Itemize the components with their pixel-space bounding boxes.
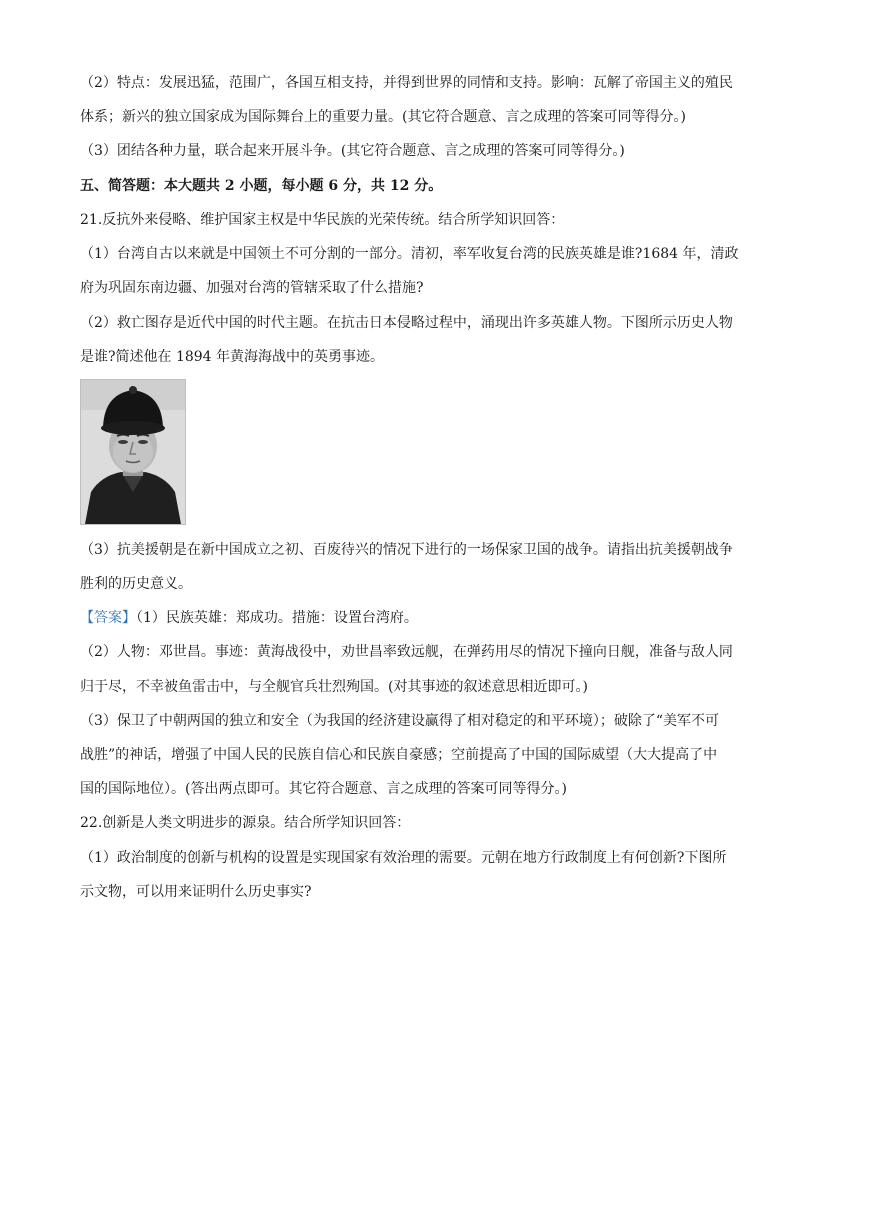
question-stem: 21.反抗外来侵略、维护国家主权是中华民族的光荣传统。结合所学知识回答： [80, 212, 565, 228]
historical-portrait-photo [80, 379, 186, 525]
text-line: 示文物，可以用来证明什么历史事实? [80, 884, 312, 900]
text-line: （2）人物：邓世昌。事迹：黄海战役中，劝世昌率致远舰，在弹药用尽的情况下撞向日舰，准备与敌人同 [80, 644, 733, 660]
text-line: 是谁?简述他在 1894 年黄海海战中的英勇事迹。 [80, 349, 385, 365]
question-stem: 22.创新是人类文明进步的源泉。结合所学知识回答： [80, 815, 411, 831]
text-line: （3）团结各种力量，联合起来开展斗争。(其它符合题意、言之成理的答案可同等得分。) [80, 143, 625, 159]
text-line: 归于尽，不幸被鱼雷击中，与全舰官兵壮烈殉国。(对其事迹的叙述意思相近即可。) [80, 679, 588, 695]
section-heading: 五、简答题：本大题共 2 小题，每小题 6 分，共 12 分。 [80, 178, 443, 194]
text-line: 胜利的历史意义。 [80, 576, 192, 592]
text-line: （1）台湾自古以来就是中国领土不可分割的一部分。清初，率军收复台湾的民族英雄是谁?1684 年，清政 [80, 246, 739, 262]
text-line: （2）特点：发展迅猛，范围广，各国互相支持，并得到世界的同情和支持。影响：瓦解了帝国主义的殖民 [80, 75, 733, 91]
answer-text: （1）民族英雄：郑成功。措施：设置台湾府。 [136, 610, 418, 626]
text-line: 战胜”的神话，增强了中国人民的民族自信心和民族自豪感；空前提高了中国的国际威望（大大提高了中 [80, 747, 718, 763]
text-line: 体系；新兴的独立国家成为国际舞台上的重要力量。(其它符合题意、言之成理的答案可同等得分。) [80, 109, 686, 125]
text-line: （1）政治制度的创新与机构的设置是实现国家有效治理的需要。元朝在地方行政制度上有何创新?下图所 [80, 850, 727, 866]
answer-tag: 【答案】 [80, 610, 136, 626]
text-line: 府为巩固东南边疆、加强对台湾的管辖采取了什么措施? [80, 280, 424, 296]
text-line: （3）保卫了中朝两国的独立和安全（为我国的经济建设赢得了相对稳定的和平环境）；破除了“美军不可 [80, 713, 720, 729]
text-line: （3）抗美援朝是在新中国成立之初、百废待兴的情况下进行的一场保家卫国的战争。请指出抗美援朝战争 [80, 542, 733, 558]
text-line: 国的国际地位）。(答出两点即可。其它符合题意、言之成理的答案可同等得分。) [80, 781, 567, 797]
text-line: （2）救亡图存是近代中国的时代主题。在抗击日本侵略过程中，涌现出许多英雄人物。下图所示历史人物 [80, 315, 733, 331]
portrait-image [81, 380, 185, 524]
answer-line [80, 608, 792, 628]
